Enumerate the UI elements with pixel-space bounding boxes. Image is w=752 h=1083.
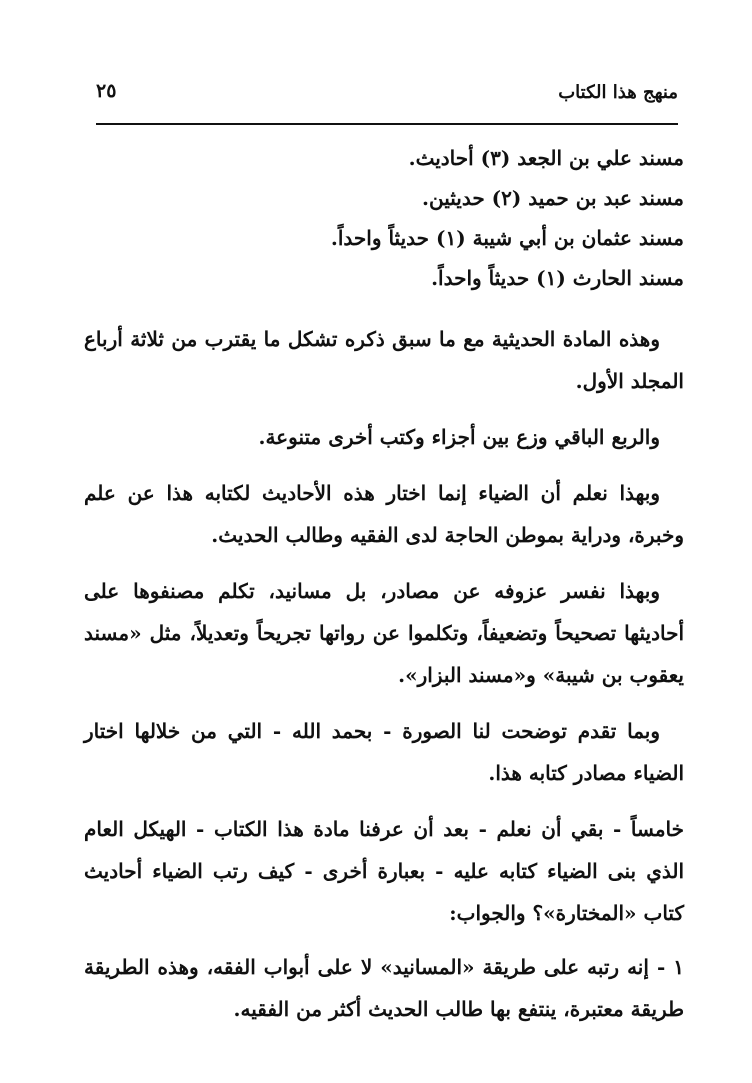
list-item: مسند الحارث (١) حديثاً واحداً. [431, 266, 684, 290]
paragraph: وبهذا نعلم أن الضياء إنما اختار هذه الأحاديث لكتابه هذا عن علم وخبرة، ودراية بموطن الحاجة لدى الفقيه وطالب الحديث. [84, 481, 684, 547]
list-item: مسند عبد بن حميد (٢) حديثين. [422, 186, 684, 210]
paragraph: وهذه المادة الحديثية مع ما سبق ذكره تشكل ما يقترب من ثلاثة أرباع المجلد الأول. [84, 327, 684, 393]
numbered-paragraph: ١ - إنه رتبه على طريقة «المسانيد» لا على أبواب الفقه، وهذه الطريقة طريقة معتبرة، ينتفع بها طالب الحديث أكثر من الفقيه. [84, 955, 684, 1021]
page-body [84, 138, 684, 1030]
paragraph: وبما تقدم توضحت لنا الصورة - بحمد الله - التي من خلالها اختار الضياء مصادر كتابه هذا. [84, 719, 684, 785]
spacer [84, 794, 684, 808]
spacer [84, 934, 684, 946]
page-number: ٢٥ [96, 80, 117, 102]
spacer [84, 696, 684, 710]
spacer [84, 298, 684, 318]
running-header-title: منهج هذا الكتاب [558, 82, 678, 103]
spacer [84, 402, 684, 416]
spacer [84, 556, 684, 570]
musnad-list [84, 138, 684, 298]
paragraph: خامساً - بقي أن نعلم - بعد أن عرفنا مادة هذا الكتاب - الهيكل العام الذي بنى الضياء كتابه عليه - بعبارة أخرى - كيف رتب الضياء أحاديث كتاب «المختارة»؟ والجواب: [84, 817, 684, 925]
paragraph: وبهذا نفسر عزوفه عن مصادر، بل مسانيد، تكلم مصنفوها على أحاديثها تصحيحاً وتضعيفاً، وتكلموا عن رواتها تجريحاً وتعديلاً، مثل «مسند يعقوب بن شيبة» و«مسند البزار». [84, 579, 684, 687]
running-header [96, 74, 678, 114]
header-rule [96, 123, 678, 125]
list-item: مسند عثمان بن أبي شيبة (١) حديثاً واحداً. [330, 226, 684, 250]
list-item: مسند علي بن الجعد (٣) أحاديث. [408, 146, 684, 170]
spacer [84, 458, 684, 472]
paragraph: والربع الباقي وزع بين أجزاء وكتب أخرى متنوعة. [258, 425, 660, 449]
